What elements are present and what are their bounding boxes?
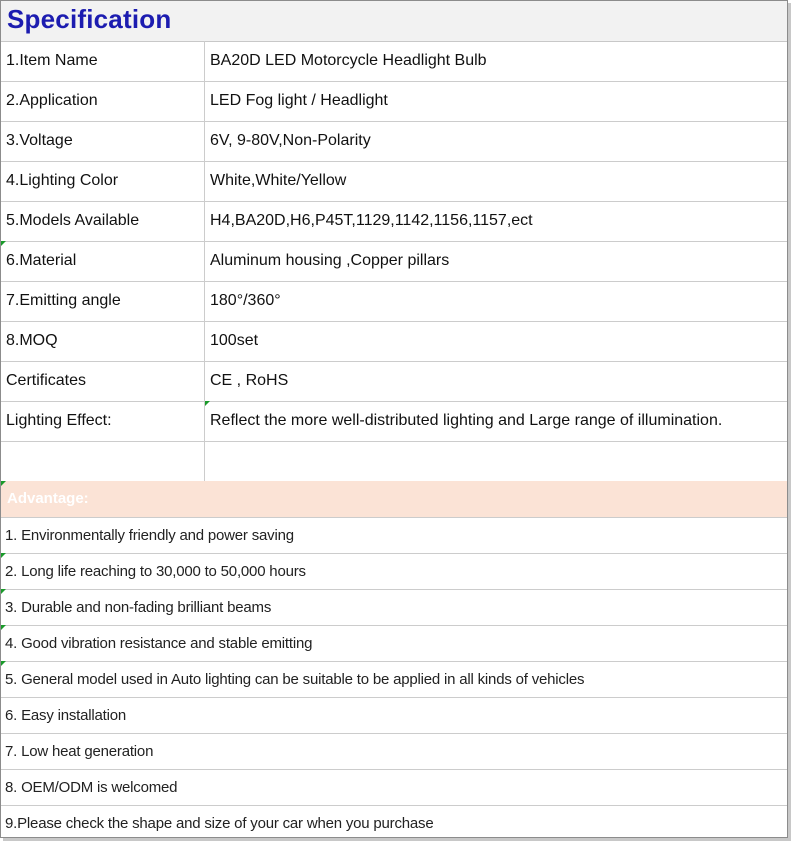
list-item <box>1 625 787 662</box>
spec-value-cell <box>205 441 787 481</box>
comment-marker-icon <box>1 625 6 630</box>
spec-value-cell <box>205 361 787 401</box>
list-item <box>1 661 787 698</box>
list-item <box>1 517 787 554</box>
spec-row <box>1 361 787 402</box>
comment-marker-icon <box>1 661 6 666</box>
advantage-header-row <box>1 481 787 518</box>
advantage-text: 3. Durable and non-fading brilliant beams <box>5 599 272 616</box>
spec-row <box>1 161 787 202</box>
spec-label: 4.Lighting Color <box>6 172 119 189</box>
spec-value: 6V, 9-80V,Non-Polarity <box>210 132 371 149</box>
spec-label-cell <box>1 201 205 241</box>
spec-label: 8.MOQ <box>6 332 58 349</box>
spec-value-cell <box>205 241 787 281</box>
page-title: Specification <box>7 4 172 34</box>
advantage-text: 8. OEM/ODM is welcomed <box>5 779 178 796</box>
advantage-text: 9.Please check the shape and size of your car when you purchase <box>5 815 434 832</box>
spec-label-cell <box>1 161 205 201</box>
spec-label-cell <box>1 361 205 401</box>
spec-value: Aluminum housing ,Copper pillars <box>210 252 450 269</box>
advantage-text: 7. Low heat generation <box>5 743 154 760</box>
spec-row <box>1 41 787 82</box>
spec-row <box>1 81 787 122</box>
list-item <box>1 697 787 734</box>
spec-label-cell <box>1 321 205 361</box>
comment-marker-icon <box>1 553 6 558</box>
comment-marker-icon <box>1 589 6 594</box>
spec-label: 5.Models Available <box>6 212 140 229</box>
spec-row <box>1 281 787 322</box>
spec-label: Lighting Effect: <box>6 412 112 429</box>
spec-label-cell <box>1 41 205 81</box>
spec-value: LED Fog light / Headlight <box>210 92 388 109</box>
spec-value-cell <box>205 161 787 201</box>
spec-label: 6.Material <box>6 252 77 269</box>
spec-label-cell <box>1 121 205 161</box>
list-item <box>1 553 787 590</box>
list-item <box>1 589 787 626</box>
spec-row-empty <box>1 441 787 482</box>
spec-value-cell <box>205 81 787 121</box>
spec-value: Reflect the more well-distributed lighting and Large range of illumination. <box>210 412 723 429</box>
list-item <box>1 733 787 770</box>
spec-label: 7.Emitting angle <box>6 292 121 309</box>
spec-value: 180°/360° <box>210 292 281 309</box>
spec-label-cell <box>1 401 205 441</box>
spec-row <box>1 241 787 282</box>
spec-value: White,White/Yellow <box>210 172 347 189</box>
title-row <box>1 1 787 42</box>
comment-marker-icon <box>1 481 6 486</box>
spec-value: CE , RoHS <box>210 372 289 389</box>
spec-row <box>1 401 787 442</box>
advantage-text: 5. General model used in Auto lighting can be suitable to be applied in all kinds of vehicles <box>5 671 585 688</box>
spec-row <box>1 201 787 242</box>
advantage-text: 4. Good vibration resistance and stable emitting <box>5 635 313 652</box>
spec-value: H4,BA20D,H6,P45T,1129,1142,1156,1157,ect <box>210 212 533 229</box>
spec-label: 2.Application <box>6 92 98 109</box>
spec-value-cell <box>205 281 787 321</box>
spec-value-cell <box>205 401 787 441</box>
spec-label-cell <box>1 441 205 481</box>
advantage-header: Advantage: <box>7 490 89 507</box>
list-item <box>1 769 787 806</box>
advantage-text: 2. Long life reaching to 30,000 to 50,000 hours <box>5 563 306 580</box>
advantage-text: 6. Easy installation <box>5 707 127 724</box>
advantage-text: 1. Environmentally friendly and power saving <box>5 527 294 544</box>
spec-row <box>1 121 787 162</box>
spec-label: 3.Voltage <box>6 132 73 149</box>
spec-value: BA20D LED Motorcycle Headlight Bulb <box>210 52 487 69</box>
list-item <box>1 805 787 841</box>
spec-value-cell <box>205 41 787 81</box>
spec-value-cell <box>205 321 787 361</box>
spec-value-cell <box>205 121 787 161</box>
spec-label: Certificates <box>6 372 87 389</box>
comment-marker-icon <box>205 401 210 406</box>
spec-label-cell <box>1 81 205 121</box>
spec-label-cell <box>1 281 205 321</box>
spec-value: 100set <box>210 332 259 349</box>
spec-label: 1.Item Name <box>6 52 98 69</box>
spec-value-cell <box>205 201 787 241</box>
spec-row <box>1 321 787 362</box>
spec-label-cell <box>1 241 205 281</box>
